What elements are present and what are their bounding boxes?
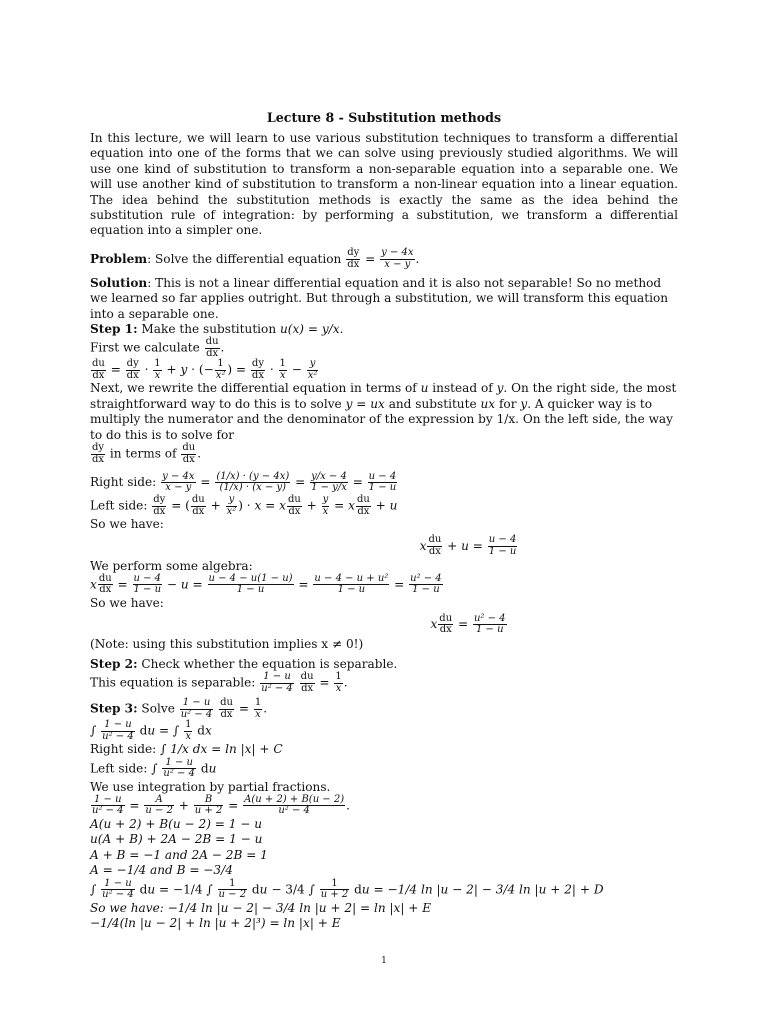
partial-fractions-line: We use integration by partial fractions. bbox=[90, 779, 331, 794]
lecture-body bbox=[90, 131, 678, 931]
left-side-integral: Left side: ∫ $\frac{1 - u}{\text{u² − 4}}$ du bbox=[90, 756, 217, 780]
left-side-equation: Left side: $\frac{dy}{dx}$ = ( $\frac{du}{dx}$ + $\frac{y}{\text{x²}}$ ) · x = x $\frac{du}{dx}$ + $\frac{y}{x}$ = x $\frac{du}{dx}$ + u bbox=[90, 494, 398, 517]
rewrite-paragraph: Next, we rewrite the differential equation in terms of u instead of y. On the right side, the most straightforward way to do this is to solve y = ux and substitute ux for y. A quicker way is to multiply the numerator and the denominator of the expression by 1/x. On the left side, the way to do this is to solve for bbox=[90, 381, 677, 442]
separable-line: This equation is separable: $\frac{1 - u}{\text{u² − 4}}$ $\frac{du}{dx}$ = $\frac{1}{x}$ . bbox=[90, 671, 348, 694]
rewrite-paragraph-end: $\frac{dy}{dx}$ in terms of $\frac{du}{dx}$ . bbox=[92, 442, 202, 465]
final-line: −1/4(ln |u − 2| + ln |u + 2|³) = ln |x| + E bbox=[90, 915, 341, 930]
first-calc-line: First we calculate $\frac{du}{dx}$ . bbox=[90, 336, 225, 359]
intro-paragraph: In this lecture, we will learn to use various substitution techniques to transform a differential equation into one of the forms that we can solve using previously studied algorithms. We will use one kind of substitution to transform a non-separable equation into a separable one. We will use another kind of substitution to transform a non-linear equation into a linear equation. The idea behind the substitution methods is exactly the same as the idea behind the substitution rule of integration: by performing a substitution, we transform a differential equation into a simpler one. bbox=[90, 131, 678, 238]
coefficient-eq-4: A = −1/4 and B = −3/4 bbox=[90, 863, 233, 878]
integral-result: ∫ $\frac{1 - u}{\text{u² − 4}}$ du = −1/4 ∫ $\frac{1}{u - 2}$ du − 3/4 ∫ $\frac{1}{u + 2}$ du = −1/4 ln |u − 2| − 3/4 ln |u + 2| + D bbox=[90, 877, 604, 901]
step1-line: Step 1: Make the substitution u(x) = y/x. bbox=[90, 322, 344, 337]
combined-equation-1: x $\frac{du}{dx}$ + u = $\frac{u - 4}{1 - u}$ bbox=[419, 534, 517, 557]
step3-line: Step 3: Solve $\frac{1 - u}{\text{u² − 4}}$ $\frac{du}{dx}$ = $\frac{1}{x}$ . bbox=[90, 697, 268, 720]
step2-line: Step 2: Check whether the equation is separable. bbox=[90, 656, 398, 671]
coefficient-eq-1: A(u + 2) + B(u − 2) = 1 − u bbox=[90, 816, 263, 831]
algebra-line: We perform some algebra: bbox=[90, 558, 253, 573]
problem-statement: Problem: Solve the differential equation $\frac{dy}{dx}$ = $\frac{y - 4x}{x - y}$ . bbox=[90, 247, 420, 270]
so-we-have-result: So we have: −1/4 ln |u − 2| − 3/4 ln |u + 2| = ln |x| + E bbox=[90, 900, 432, 915]
page-title: Lecture 8 - Substitution methods bbox=[266, 110, 502, 125]
integral-setup: ∫ $\frac{1 - u}{\text{u² − 4}}$ du = ∫ $\frac{1}{x}$ dx bbox=[90, 719, 212, 742]
so-we-have-1: So we have: bbox=[90, 517, 164, 532]
algebra-equation: x $\frac{du}{dx}$ = $\frac{u - 4}{1 - u}$ − u = $\frac{u - 4 - u(1 - u)}{1 - u}$ = $\frac{\text{u − 4 − u + u²}}{1 - u}$ = $\frac{\text{u² − 4}}{1 - u}$ bbox=[90, 572, 442, 596]
solution-paragraph: Solution: This is not a linear differential equation and it is also not separable! So no method we learned so far applies outright. But through a substitution, we will transform this equation into a separable one. bbox=[90, 275, 669, 321]
coefficient-eq-2: u(A + B) + 2A − 2B = 1 − u bbox=[90, 832, 263, 847]
combined-equation-2: x $\frac{du}{dx}$ = $\frac{\text{u² − 4}}{1 - u}$ bbox=[430, 612, 506, 636]
derivative-equation: $\frac{du}{dx}$ = $\frac{dy}{dx}$ · $\frac{1}{x}$ + y · (− $\frac{1}{\text{x²}}$ ) = $\frac{dy}{dx}$ · $\frac{1}{x}$ − $\frac{y}{\text{x²}}$ bbox=[92, 358, 318, 381]
right-side-integral: Right side: ∫ 1/x dx = ln |x| + C bbox=[90, 742, 283, 757]
so-we-have-2: So we have: bbox=[90, 595, 164, 610]
right-side-equation: Right side: $\frac{y - 4x}{x - y}$ = $\frac{(1/x) \cdot (y - 4x)}{(1/x) \cdot (x - y)}$ = $\frac{y/x - 4}{1 - y/x}$ = $\frac{u - 4}{1 - u}$ bbox=[90, 470, 397, 494]
partial-fraction-equation: $\frac{1 - u}{\text{u² − 4}}$ = $\frac{A}{u - 2}$ + $\frac{B}{u + 2}$ = $\frac{A(u + 2) + B(u - 2)}{\text{u² − 4}}$ . bbox=[92, 793, 350, 817]
coefficient-eq-3: A + B = −1 and 2A − 2B = 1 bbox=[90, 847, 268, 862]
page-number: 1 bbox=[381, 956, 387, 966]
note-line: (Note: using this substitution implies x ≠ 0!) bbox=[90, 637, 364, 652]
